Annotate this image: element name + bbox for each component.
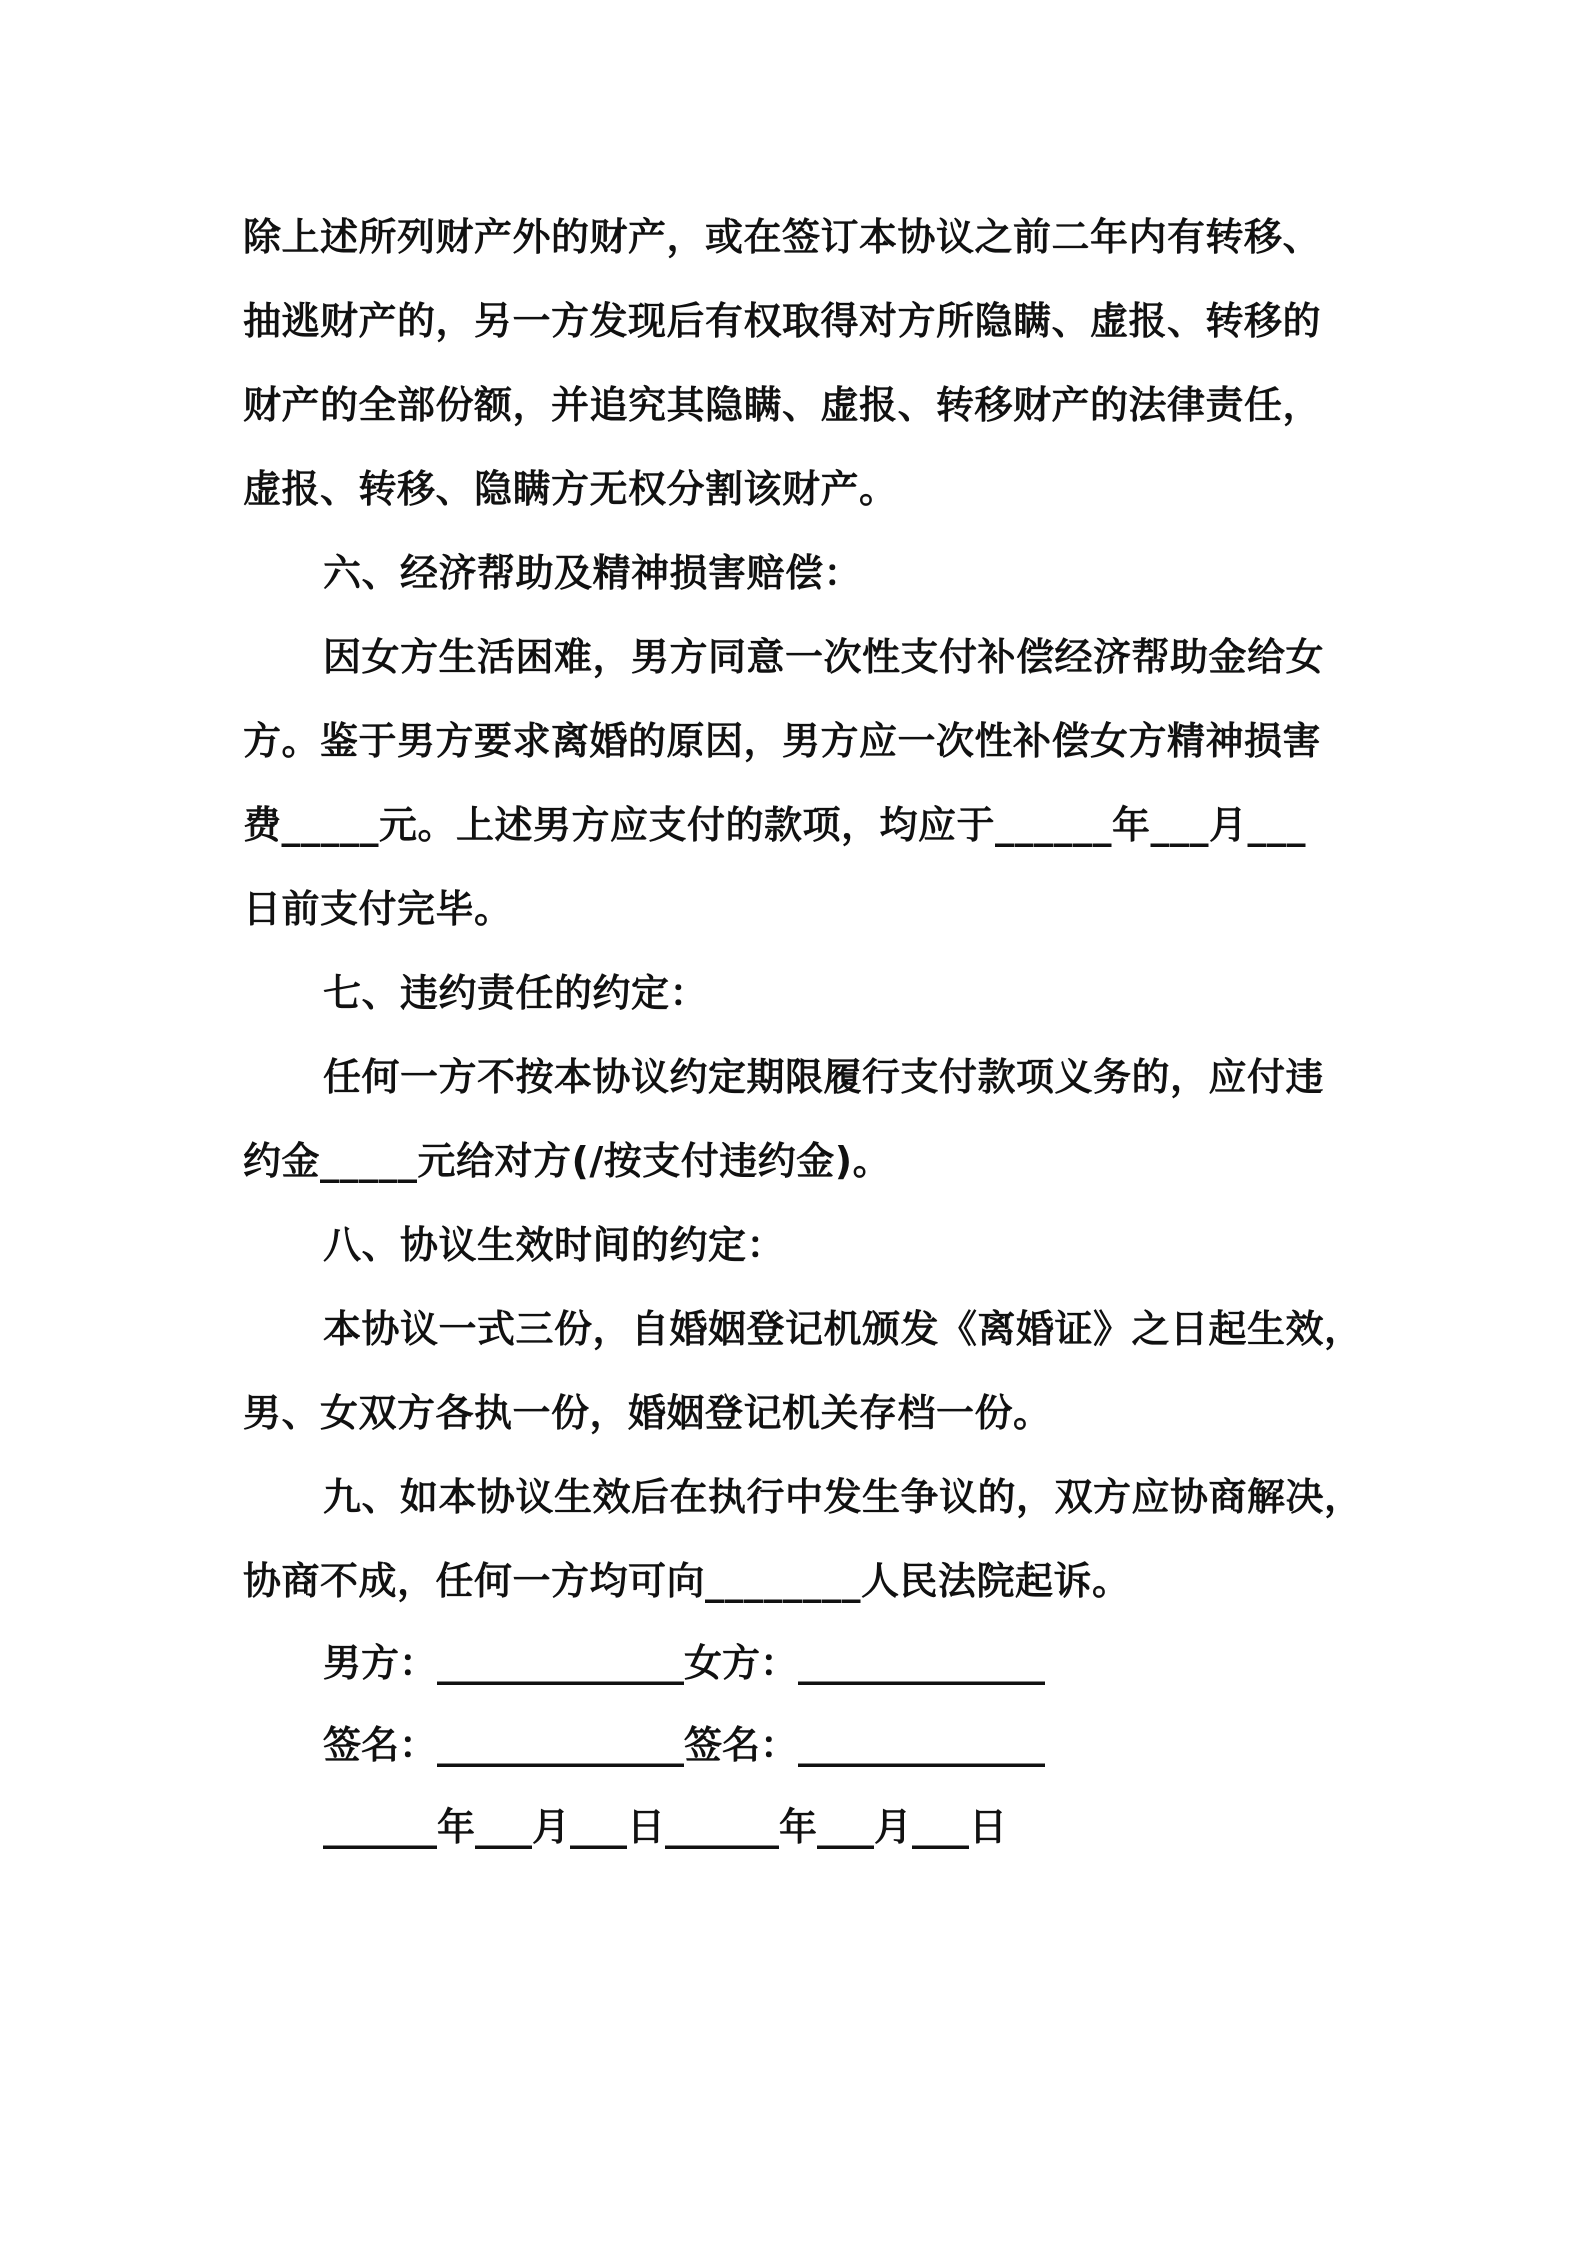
paragraph-line: 费_____元。上述男方应支付的款项，均应于______年___月___ — [243, 803, 1307, 847]
paragraph-line: 因女方生活困难，男方同意一次性支付补偿经济帮助金给女 — [323, 635, 1325, 679]
paragraph-line: 除上述所列财产外的财产，或在签订本协议之前二年内有转移、 — [243, 215, 1322, 259]
paragraph-line: 本协议一式三份，自婚姻登记机颁发《离婚证》之日起生效， — [323, 1307, 1363, 1351]
paragraph-line: 财产的全部份额，并追究其隐瞒、虚报、转移财产的法律责任， — [243, 383, 1322, 427]
paragraph-line: 男、女双方各执一份，婚姻登记机关存档一份。 — [243, 1391, 1052, 1435]
paragraph-line: 日前支付完毕。 — [243, 887, 513, 931]
paragraph-line: 协商不成，任何一方均可向________人民法院起诉。 — [243, 1559, 1131, 1603]
paragraph-line: 虚报、转移、隐瞒方无权分割该财产。 — [243, 467, 898, 511]
date-line: ______年___月___日______年___月___日 — [323, 1805, 1008, 1849]
paragraph-line: 抽逃财产的，另一方发现后有权取得对方所隐瞒、虚报、转移的 — [243, 299, 1322, 343]
section-6-heading: 六、经济帮助及精神损害赔偿： — [323, 551, 863, 595]
section-9-line: 九、如本协议生效后在执行中发生争议的，双方应协商解决， — [323, 1475, 1363, 1519]
paragraph-line: 方。鉴于男方要求离婚的原因，男方应一次性补偿女方精神损害 — [243, 719, 1322, 763]
section-8-heading: 八、协议生效时间的约定： — [323, 1223, 786, 1267]
signature-line: 签名：_____________签名：_____________ — [323, 1723, 1046, 1767]
signature-block — [323, 1622, 1223, 1868]
section-7-heading: 七、违约责任的约定： — [323, 971, 709, 1015]
agreement-body — [243, 195, 1363, 1623]
paragraph-line: 任何一方不按本协议约定期限履行支付款项义务的，应付违 — [323, 1055, 1325, 1099]
parties-line: 男方：_____________女方：_____________ — [323, 1641, 1046, 1685]
paragraph-line: 约金_____元给对方(/按支付违约金)。 — [243, 1139, 892, 1183]
